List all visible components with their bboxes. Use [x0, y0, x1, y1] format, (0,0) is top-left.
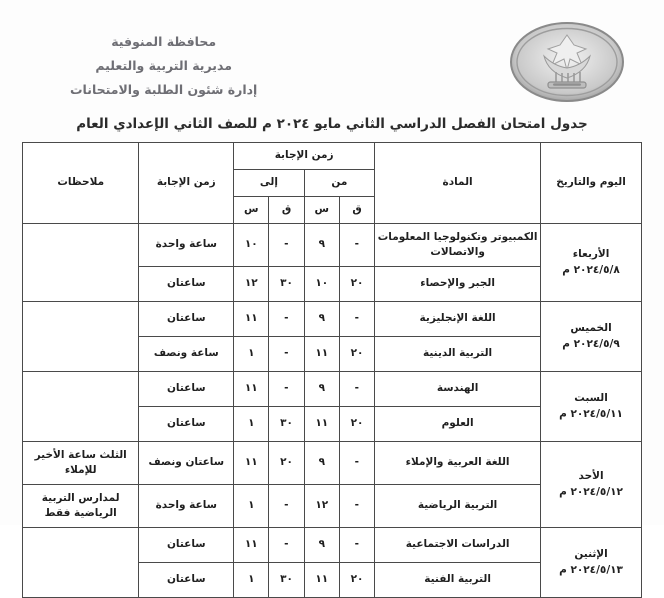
cell-from-hours: ٩ — [304, 372, 339, 407]
cell-day-date — [541, 302, 642, 372]
day-name: السبت — [574, 392, 608, 405]
cell-duration: ساعة واحدة — [139, 485, 234, 528]
day-date-value: ٢٠٢٤/٥/١١ م — [559, 407, 623, 420]
cell-day-date — [541, 528, 642, 598]
cell-day-date — [541, 372, 642, 442]
cell-from-minutes: ٢٠ — [339, 563, 374, 598]
cell-to-minutes: ٢٠ — [269, 442, 304, 485]
cell-duration: ساعتان — [139, 407, 234, 442]
cell-to-minutes: - — [269, 372, 304, 407]
cell-notes — [23, 528, 139, 598]
cell-to-hours: ١١ — [234, 442, 269, 485]
day-date-value: ٢٠٢٤/٥/٩ م — [562, 337, 620, 350]
cell-to-minutes: ٣٠ — [269, 407, 304, 442]
cell-notes — [23, 302, 139, 372]
cell-to-hours: ١ — [234, 337, 269, 372]
table-body — [23, 224, 642, 598]
cell-from-minutes: - — [339, 528, 374, 563]
cell-subject: اللغة العربية والإملاء — [375, 442, 541, 485]
table-row — [23, 224, 642, 267]
department-line: إدارة شئون الطلبة والامتحانات — [70, 81, 258, 97]
cell-to-hours: ١١ — [234, 372, 269, 407]
cell-to-hours: ١٢ — [234, 267, 269, 302]
cell-from-hours: ٩ — [304, 224, 339, 267]
cell-from-hours: ٩ — [304, 442, 339, 485]
col-header-from-minutes: ق — [339, 197, 374, 224]
cell-subject: التربية الدينية — [375, 337, 541, 372]
cell-subject: الدراسات الاجتماعية — [375, 528, 541, 563]
col-header-notes: ملاحظات — [23, 143, 139, 224]
col-header-day-date: اليوم والتاريخ — [541, 143, 642, 224]
day-name: الأحد — [578, 470, 604, 483]
cell-from-minutes: - — [339, 302, 374, 337]
day-name: الإثنين — [574, 548, 608, 561]
cell-from-minutes: - — [339, 485, 374, 528]
cell-day-date — [541, 442, 642, 528]
cell-duration: ساعتان — [139, 563, 234, 598]
cell-notes: لمدارس التربية الرياضية فقط — [23, 485, 139, 528]
col-header-subject: المادة — [375, 143, 541, 224]
cell-subject: العلوم — [375, 407, 541, 442]
governorate-line: محافظة المنوفية — [111, 34, 217, 49]
col-header-to-hours: س — [234, 197, 269, 224]
table-row — [23, 302, 642, 337]
page-title: جدول امتحان الفصل الدراسي الثاني مايو ٢٠٢٤ م للصف الثاني الإعدادي العام — [76, 116, 588, 132]
col-header-from: من — [304, 170, 374, 197]
cell-to-hours: ١١ — [234, 302, 269, 337]
document-header — [0, 0, 664, 112]
cell-subject: الكمبيوتر وتكنولوجيا المعلومات والاتصالات — [375, 224, 541, 267]
cell-notes — [23, 372, 139, 442]
cell-from-minutes: ٢٠ — [339, 267, 374, 302]
cell-to-hours: ١ — [234, 563, 269, 598]
cell-subject: الجبر والإحصاء — [375, 267, 541, 302]
schedule-table-container — [0, 142, 664, 598]
day-date-value: ٢٠٢٤/٥/١٢ م — [559, 485, 623, 498]
cell-to-minutes: - — [269, 337, 304, 372]
cell-duration: ساعتان — [139, 267, 234, 302]
cell-from-hours: ١١ — [304, 407, 339, 442]
cell-subject: التربية الرياضية — [375, 485, 541, 528]
cell-duration: ساعتان ونصف — [139, 442, 234, 485]
cell-from-hours: ١١ — [304, 563, 339, 598]
cell-duration: ساعة ونصف — [139, 337, 234, 372]
cell-from-hours: ١١ — [304, 337, 339, 372]
exam-schedule-table — [22, 142, 642, 598]
cell-subject: التربية الفنية — [375, 563, 541, 598]
day-name: الخميس — [570, 322, 612, 335]
cell-subject: اللغة الإنجليزية — [375, 302, 541, 337]
day-date-value: ٢٠٢٤/٥/٨ م — [562, 263, 620, 276]
table-row — [23, 372, 642, 407]
directorate-line: مديرية التربية والتعليم — [95, 57, 232, 73]
cell-to-hours: ١ — [234, 485, 269, 528]
cell-to-minutes: - — [269, 224, 304, 267]
col-header-to: إلى — [234, 170, 305, 197]
ministry-heading-block — [30, 16, 257, 101]
cell-from-hours: ٩ — [304, 302, 339, 337]
cell-from-hours: ١٢ — [304, 485, 339, 528]
day-date-value: ٢٠٢٤/٥/١٣ م — [559, 563, 623, 576]
cell-duration: ساعتان — [139, 302, 234, 337]
republic-emblem-logo — [508, 20, 626, 104]
cell-notes: الثلث ساعة الأخير للإملاء — [23, 442, 139, 485]
table-row — [23, 528, 642, 563]
cell-to-hours: ١٠ — [234, 224, 269, 267]
cell-from-minutes: ٢٠ — [339, 337, 374, 372]
cell-from-minutes: - — [339, 224, 374, 267]
table-row — [23, 442, 642, 485]
cell-subject: الهندسة — [375, 372, 541, 407]
cell-to-minutes: - — [269, 528, 304, 563]
col-header-to-minutes: ق — [269, 197, 304, 224]
cell-duration: ساعة واحدة — [139, 224, 234, 267]
cell-to-minutes: - — [269, 302, 304, 337]
cell-day-date — [541, 224, 642, 302]
col-header-duration: زمن الإجابة — [139, 143, 234, 224]
cell-from-hours: ٩ — [304, 528, 339, 563]
col-header-answer-time-group: زمن الإجابة — [234, 143, 375, 170]
cell-to-minutes: - — [269, 485, 304, 528]
col-header-from-hours: س — [304, 197, 339, 224]
cell-to-minutes: ٣٠ — [269, 563, 304, 598]
header-row-top — [23, 143, 642, 170]
day-name: الأربعاء — [572, 248, 610, 261]
cell-from-hours: ١٠ — [304, 267, 339, 302]
cell-notes — [23, 224, 139, 302]
cell-duration: ساعتان — [139, 372, 234, 407]
cell-duration: ساعتان — [139, 528, 234, 563]
cell-to-hours: ١١ — [234, 528, 269, 563]
cell-to-hours: ١ — [234, 407, 269, 442]
emblem-icon — [508, 20, 626, 104]
cell-from-minutes: - — [339, 442, 374, 485]
cell-to-minutes: ٣٠ — [269, 267, 304, 302]
cell-from-minutes: ٢٠ — [339, 407, 374, 442]
table-head — [23, 143, 642, 224]
cell-from-minutes: - — [339, 372, 374, 407]
